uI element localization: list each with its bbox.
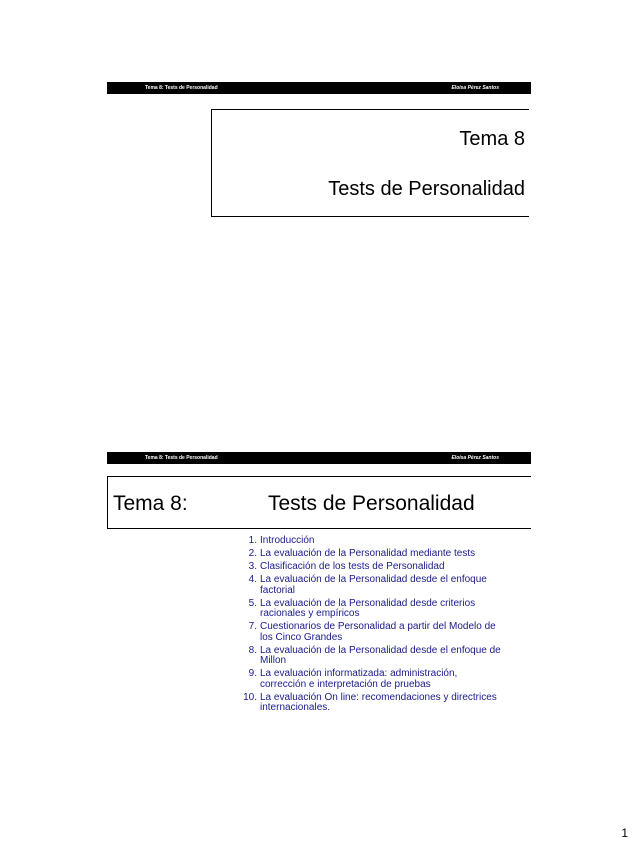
item-text: La evaluación de la Personalidad desde criterios racionales y empíricos bbox=[260, 597, 476, 619]
item-text: La evaluación de la Personalidad desde el enfoque de Millon bbox=[260, 644, 501, 666]
list-item bbox=[242, 549, 502, 560]
slide1-header-right: Eloisa Pérez Santos bbox=[451, 85, 499, 91]
list-item bbox=[242, 575, 502, 596]
item-number: 5. bbox=[248, 597, 257, 609]
item-number: 8. bbox=[248, 644, 257, 656]
item-number: 1. bbox=[248, 535, 257, 546]
item-text: Cuestionarios de Personalidad a partir del Modelo de los Cinco Grandes bbox=[260, 621, 496, 643]
slide1-title-box bbox=[211, 109, 529, 217]
slide1-header-bar bbox=[107, 82, 531, 94]
item-text: Clasificación de los tests de Personalidad bbox=[260, 561, 445, 572]
list-item bbox=[242, 693, 502, 714]
list-item bbox=[242, 599, 502, 620]
list-item bbox=[242, 646, 502, 667]
slide1-header-left: Tema 8: Tests de Personalidad bbox=[145, 85, 218, 91]
page-number: 1 bbox=[621, 826, 628, 840]
list-item bbox=[242, 622, 502, 643]
item-number: 3. bbox=[248, 561, 257, 572]
item-text: La evaluación On line: recomendaciones y directrices internacionales. bbox=[260, 691, 497, 713]
item-text: La evaluación de la Personalidad desde el enfoque factorial bbox=[260, 574, 487, 596]
slide2-header-bar bbox=[107, 452, 531, 464]
slide2-title-box bbox=[107, 476, 531, 529]
item-number: 7. bbox=[248, 621, 257, 632]
list-item bbox=[242, 669, 502, 690]
list-item bbox=[242, 536, 502, 547]
item-number: 10. bbox=[243, 691, 257, 703]
item-number: 9. bbox=[248, 668, 257, 679]
slide1-title-line1: Tema 8 bbox=[459, 128, 525, 150]
item-number: 2. bbox=[248, 548, 257, 559]
table-of-contents bbox=[242, 536, 502, 716]
slide1-title-line2: Tests de Personalidad bbox=[328, 178, 525, 200]
item-number: 4. bbox=[248, 574, 257, 585]
slide2-title-left: Tema 8: bbox=[113, 492, 188, 515]
item-text: Introducción bbox=[260, 535, 315, 546]
slide2-title-right: Tests de Personalidad bbox=[268, 492, 475, 515]
item-text: La evaluación de la Personalidad mediante tests bbox=[260, 548, 476, 559]
list-item bbox=[242, 562, 502, 573]
slide2-header-right: Eloisa Pérez Santos bbox=[451, 455, 499, 461]
item-text: La evaluación informatizada: administración, corrección e interpretación de pruebas bbox=[260, 668, 458, 690]
slide2-header-left: Tema 8: Tests de Personalidad bbox=[145, 455, 218, 461]
